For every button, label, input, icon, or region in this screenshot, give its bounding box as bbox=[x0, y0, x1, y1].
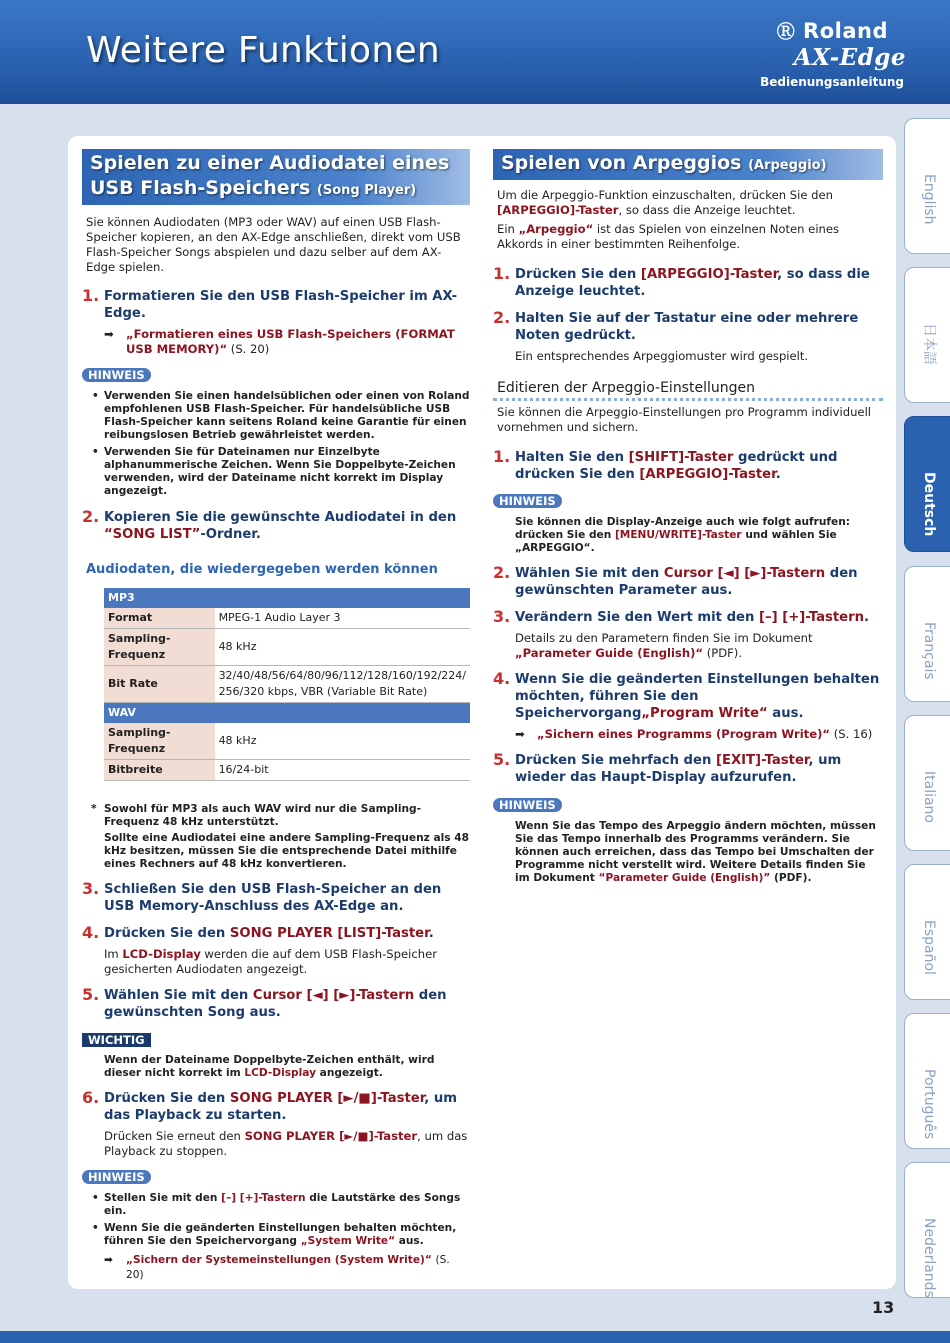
section-title-arpeggio bbox=[493, 149, 883, 180]
title-line: Spielen zu einer Audiodatei eines bbox=[90, 152, 450, 174]
step-number: 6. bbox=[82, 1088, 100, 1107]
button-name: [ARPEGGIO]-Taster bbox=[497, 203, 619, 217]
note-item: • Verwenden Sie einen handelsüblichen oder einen von Roland empfohlenen USB Flash-Speicher. Für handelsübliche USB Flash-Speicher kann seitens Roland keine Garantie für einen reibungslosen Betrieb gewährleistet werden. bbox=[82, 390, 470, 442]
button-name: [EXIT]-Taster bbox=[715, 753, 809, 768]
step-text: . bbox=[428, 926, 434, 941]
roland-r-icon: Ⓡ bbox=[776, 22, 796, 43]
function-name: „System Write“ bbox=[300, 1235, 396, 1247]
left-column bbox=[82, 149, 470, 1283]
page-title: Weitere Funktionen bbox=[86, 30, 441, 71]
footer-bar bbox=[0, 1331, 950, 1343]
arrow-right-icon: ➡ bbox=[104, 327, 114, 341]
table-value: 48 kHz bbox=[215, 723, 470, 760]
table-key: Bitbreite bbox=[104, 760, 215, 781]
tab-english[interactable] bbox=[904, 118, 950, 254]
reference-link[interactable]: „Sichern eines Programms (Program Write)“ bbox=[537, 727, 830, 741]
button-name: [MENU/WRITE]-Taster bbox=[614, 529, 742, 541]
arp-step-2 bbox=[493, 310, 883, 344]
button-name: SONG PLAYER [►/■]-Taster bbox=[229, 1091, 425, 1106]
tab-label: Español bbox=[921, 920, 937, 975]
step-detail: Ein entsprechendes Arpeggiomuster wird gespielt. bbox=[515, 349, 809, 363]
footnote bbox=[82, 803, 470, 871]
reference-link[interactable]: „Formatieren eines USB Flash-Speichers (FORMAT USB MEMORY)“ bbox=[126, 327, 455, 356]
note-item bbox=[82, 1192, 470, 1218]
arrow-right-icon: ➡ bbox=[104, 1254, 113, 1266]
page-header bbox=[0, 0, 950, 104]
step-number: 2. bbox=[493, 563, 511, 582]
footnote-text: Sollte eine Audiodatei eine andere Sampling-Frequenz als 48 kHz besitzen, müssen Sie die entsprechende Datei mithilfe eines Rechners auf 48 kHz konvertieren. bbox=[104, 832, 470, 870]
tab-francais[interactable] bbox=[904, 566, 950, 702]
tab-label: English bbox=[921, 174, 937, 225]
note-item bbox=[493, 516, 883, 555]
intro-2 bbox=[493, 222, 883, 252]
step-4-detail bbox=[82, 947, 470, 977]
detail-text: werden die auf dem USB Flash-Speicher gesicherten Audiodaten angezeigt. bbox=[104, 947, 437, 976]
step-text: Wählen Sie mit den bbox=[104, 988, 253, 1003]
step-text: Drücken Sie den bbox=[104, 1091, 230, 1106]
step-number: 1. bbox=[493, 264, 511, 283]
subhead-editieren: Editieren der Arpeggio-Einstellungen bbox=[497, 380, 755, 396]
step-number: 4. bbox=[82, 923, 100, 942]
reference-page: (S. 16) bbox=[833, 727, 873, 741]
step-number: 3. bbox=[493, 607, 511, 626]
step-text: Formatieren Sie den USB Flash-Speicher im AX-Edge. bbox=[104, 289, 458, 321]
note-item: • Verwenden Sie für Dateinamen nur Einzelbyte alphanummerische Zeichen. Wenn Sie Doppelbyte-Zeichen verwenden, wird der Dateiname nicht korrekt im Display angezeigt. bbox=[82, 446, 470, 498]
button-name: [–] [+]-Tastern bbox=[758, 610, 865, 625]
hinweis-block-2 bbox=[82, 1166, 470, 1283]
reference-system-write[interactable] bbox=[82, 1253, 470, 1283]
button-name: [ARPEGGIO]-Taster bbox=[640, 267, 778, 282]
table-row bbox=[104, 666, 470, 703]
note-item bbox=[82, 1222, 470, 1248]
edit-step-3 bbox=[493, 609, 883, 626]
step-text: Drücken Sie den bbox=[104, 926, 230, 941]
title-line bbox=[90, 176, 462, 203]
detail-text: Im bbox=[104, 947, 123, 961]
step-number: 1. bbox=[493, 447, 511, 466]
sub-intro: Sie können die Arpeggio-Einstellungen pro Programm individuell vornehmen und sichern. bbox=[497, 405, 872, 434]
hinweis-block-3 bbox=[493, 490, 883, 555]
hinweis-badge: HINWEIS bbox=[493, 798, 562, 812]
step-text: -Ordner. bbox=[200, 527, 261, 542]
intro-text: Ein bbox=[497, 222, 519, 236]
step-text: Drücken Sie den bbox=[515, 267, 641, 282]
table-value: 16/24-bit bbox=[215, 760, 470, 781]
edit-step-1 bbox=[493, 449, 883, 483]
note-text: (PDF). bbox=[770, 872, 812, 884]
reference-program-write[interactable] bbox=[493, 727, 883, 742]
wichtig-text bbox=[82, 1054, 470, 1080]
button-name: SONG PLAYER [LIST]-Taster bbox=[229, 926, 429, 941]
step-text: . bbox=[864, 610, 870, 625]
table-row bbox=[104, 723, 470, 760]
tab-nederlands[interactable] bbox=[904, 1162, 950, 1298]
reference-page: (S. 20) bbox=[230, 342, 270, 356]
table-group-mp3: MP3 bbox=[104, 588, 470, 608]
button-name: Cursor [◄] [►]-Tastern bbox=[252, 988, 415, 1003]
step-text: den gewünschten Song aus. bbox=[104, 988, 447, 1020]
tab-label: Deutsch bbox=[921, 472, 937, 537]
hinweis-badge: HINWEIS bbox=[493, 494, 562, 508]
tab-label: Nederlands bbox=[921, 1218, 937, 1298]
title-sub: (Song Player) bbox=[316, 183, 417, 198]
subhead-audiodaten: Audiodaten, die wiedergegeben werden können bbox=[86, 562, 438, 577]
tab-italiano[interactable] bbox=[904, 715, 950, 851]
section-title-song-player bbox=[82, 149, 470, 205]
step-text: Halten Sie den bbox=[515, 450, 629, 465]
footnote-star: * bbox=[91, 803, 97, 815]
step-6-detail bbox=[82, 1129, 470, 1159]
hinweis-block-1 bbox=[82, 364, 470, 498]
function-name: „Program Write“ bbox=[641, 706, 768, 721]
table-row bbox=[104, 760, 470, 781]
step-number: 2. bbox=[82, 507, 100, 526]
edit-step-4 bbox=[493, 671, 883, 722]
table-row bbox=[104, 608, 470, 629]
folder-name: “SONG LIST” bbox=[104, 527, 201, 542]
step-number: 3. bbox=[82, 879, 100, 898]
edit-step-5 bbox=[493, 752, 883, 786]
button-name: [–] [+]-Tastern bbox=[221, 1192, 306, 1204]
intro-text: Um die Arpeggio-Funktion einzuschalten, drücken Sie den bbox=[497, 188, 833, 202]
display-name: LCD-Display bbox=[122, 947, 201, 961]
note-item bbox=[493, 820, 883, 885]
footnote-text: Sowohl für MP3 als auch WAV wird nur die Sampling-Frequenz 48 kHz unterstützt. bbox=[104, 803, 421, 828]
step-text: Wählen Sie mit den bbox=[515, 566, 664, 581]
intro-text: ist das Spielen von einzelnen Noten eines Akkords in einer bestimmten Reihenfolge. bbox=[497, 222, 840, 251]
tab-label: 日本語 bbox=[921, 323, 937, 365]
note-text: Sie können die Display-Anzeige auch wie folgt aufrufen: drücken Sie den bbox=[515, 516, 850, 541]
step-text: , so dass die Anzeige leuchtet. bbox=[515, 267, 870, 299]
detail-text: , um das Playback zu stoppen. bbox=[104, 1129, 468, 1158]
step-number: 2. bbox=[493, 308, 511, 327]
table-value: 48 kHz bbox=[215, 629, 470, 666]
hinweis-badge: HINWEIS bbox=[82, 1170, 151, 1184]
button-name: SONG PLAYER [►/■]-Taster bbox=[244, 1129, 418, 1143]
tab-label: Italiano bbox=[921, 771, 937, 823]
term: „Arpeggio“ bbox=[518, 222, 594, 236]
note-text: angezeigt. bbox=[315, 1067, 383, 1079]
document-link[interactable]: „Parameter Guide (English)“ bbox=[515, 646, 704, 660]
arrow-right-icon: ➡ bbox=[515, 727, 525, 741]
arp-step-1 bbox=[493, 266, 883, 300]
step-text: Drücken Sie mehrfach den bbox=[515, 753, 716, 768]
step-text: gedrückt und drücken Sie den bbox=[515, 450, 838, 482]
step-text: . bbox=[775, 467, 781, 482]
reference-format[interactable] bbox=[82, 327, 470, 357]
detail-text: Drücken Sie erneut den bbox=[104, 1129, 245, 1143]
step-text: aus. bbox=[767, 706, 804, 721]
tab-deutsch[interactable] bbox=[904, 416, 950, 552]
product-logo: AX-Edge bbox=[793, 44, 906, 71]
step-text: Schließen Sie den USB Flash-Speicher an den USB Memory-Anschluss des AX-Edge an. bbox=[104, 882, 442, 914]
title-text: USB Flash-Speichers bbox=[90, 177, 311, 199]
edit-step-2 bbox=[493, 565, 883, 599]
tab-label: Français bbox=[921, 622, 937, 680]
step-text: , um das Playback zu starten. bbox=[104, 1091, 457, 1123]
note-text: die Lautstärke des Songs ein. bbox=[104, 1192, 461, 1217]
table-key: Format bbox=[104, 608, 215, 629]
step-4 bbox=[82, 925, 470, 942]
step-2 bbox=[82, 509, 470, 543]
table-value: MPEG-1 Audio Layer 3 bbox=[215, 608, 470, 629]
step-number: 4. bbox=[493, 669, 511, 688]
roland-logo bbox=[777, 18, 888, 44]
hinweis-badge: HINWEIS bbox=[82, 368, 151, 382]
manual-label: Bedienungsanleitung bbox=[760, 75, 904, 89]
note-text: und wählen Sie „ARPEGGIO“. bbox=[515, 529, 837, 554]
tab-espanol[interactable] bbox=[904, 864, 950, 1000]
step-number: 5. bbox=[493, 750, 511, 769]
wichtig-block bbox=[82, 1029, 470, 1080]
button-name: Cursor [◄] [►]-Tastern bbox=[663, 566, 826, 581]
table-key: Bit Rate bbox=[104, 666, 215, 703]
step-text: Verändern Sie den Wert mit den bbox=[515, 610, 759, 625]
step-text: , um wieder das Haupt-Display aufzurufen. bbox=[515, 753, 842, 785]
step-3 bbox=[82, 881, 470, 915]
note-text: Wenn Sie das Tempo des Arpeggio ändern möchten, müssen Sie das Tempo innerhalb des Programms verändern. Sie können auch erreichen, dass das Tempo bei Umschalten der Programme nicht verstellt wird. Weitere Details finden Sie im Dokument bbox=[515, 820, 876, 884]
button-name: [SHIFT]-Taster bbox=[628, 450, 734, 465]
detail-text: (PDF). bbox=[703, 646, 743, 660]
note-text: Wenn Sie die geänderten Einstellungen behalten möchten, führen Sie den Speichervorgang bbox=[104, 1222, 457, 1247]
table-value: 32/40/48/56/64/80/96/112/128/160/192/224/ 256/320 kbps, VBR (Variable Bit Rate) bbox=[215, 666, 470, 703]
table-group-wav: WAV bbox=[104, 703, 470, 724]
table-row bbox=[104, 629, 470, 666]
tab-portugues[interactable] bbox=[904, 1013, 950, 1149]
step-text: Wenn Sie die geänderten Einstellungen behalten möchten, führen Sie den Speichervorgang bbox=[515, 672, 880, 721]
intro-text: , so dass die Anzeige leuchtet. bbox=[618, 203, 796, 217]
table-key: Sampling-Frequenz bbox=[104, 723, 215, 760]
title-sub: (Arpeggio) bbox=[748, 158, 827, 173]
note-text: Wenn der Dateiname Doppelbyte-Zeichen enthält, wird dieser nicht korrekt im bbox=[104, 1054, 435, 1079]
step-5 bbox=[82, 987, 470, 1021]
step-text: Halten Sie auf der Tastatur eine oder mehrere Noten gedrückt. bbox=[515, 311, 859, 343]
document-link[interactable]: “Parameter Guide (English)” bbox=[598, 872, 771, 884]
step-number: 1. bbox=[82, 286, 100, 305]
button-name: [ARPEGGIO]-Taster bbox=[639, 467, 776, 482]
detail-text: Details zu den Parametern finden Sie im Dokument bbox=[515, 631, 813, 645]
page-number: 13 bbox=[872, 1298, 895, 1317]
reference-link[interactable]: „Sichern der Systemeinstellungen (System Write)“ bbox=[126, 1254, 432, 1266]
table-key: Sampling-Frequenz bbox=[104, 629, 215, 666]
dotted-divider bbox=[493, 398, 883, 401]
hinweis-block-4 bbox=[493, 794, 883, 885]
right-column bbox=[493, 149, 883, 885]
step-1 bbox=[82, 288, 470, 322]
reference-page: (S. 20) bbox=[126, 1254, 450, 1281]
display-name: LCD-Display bbox=[244, 1067, 316, 1079]
note-text: aus. bbox=[395, 1235, 424, 1247]
tab-japanese[interactable] bbox=[904, 267, 950, 403]
brand-name: Roland bbox=[803, 19, 888, 43]
step-6 bbox=[82, 1090, 470, 1124]
step-text: Kopieren Sie die gewünschte Audiodatei in den bbox=[104, 510, 457, 525]
step-3-detail bbox=[493, 631, 883, 661]
note-text: Stellen Sie mit den bbox=[104, 1192, 222, 1204]
title-text: Spielen von Arpeggios bbox=[501, 152, 742, 174]
spec-table bbox=[104, 588, 470, 781]
step-number: 5. bbox=[82, 985, 100, 1004]
tab-label: Português bbox=[921, 1069, 937, 1140]
intro-1 bbox=[493, 188, 883, 218]
wichtig-badge: WICHTIG bbox=[82, 1033, 151, 1047]
intro-text: Sie können Audiodaten (MP3 oder WAV) auf einen USB Flash-Speicher kopieren, an den AX-Edge anschließen, direkt vom USB Flash-Speicher Songs abspielen und dazu selber auf dem AX-Edge spielen. bbox=[86, 215, 461, 274]
step-text: den gewünschten Parameter aus. bbox=[515, 566, 858, 598]
